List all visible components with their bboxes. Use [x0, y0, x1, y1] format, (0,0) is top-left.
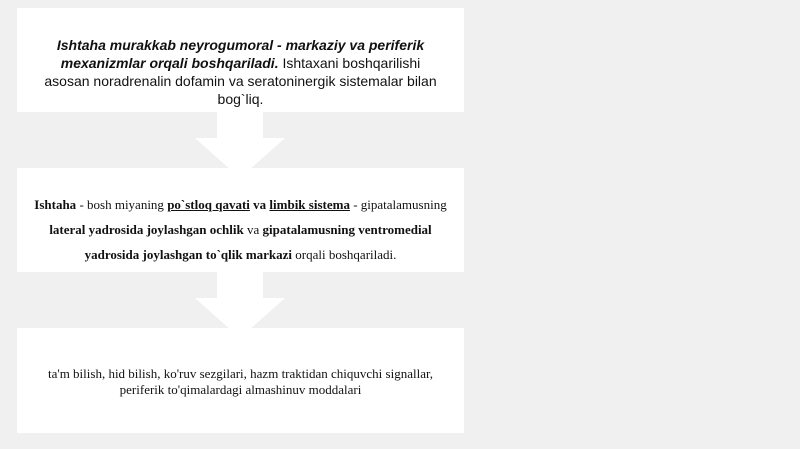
box2-connector: va [249, 197, 270, 212]
box2-text: - bosh miyaning [76, 197, 168, 212]
term-postloq-qavati: po`stloq qavati [167, 197, 250, 212]
box1-bold-italic-text: Ishtaha murakkab neyrogumoral - markaziy va periferik mexanizmlar orqali boshqariladi. [56, 37, 425, 71]
term-toqlik-markazi: to`qlik markazi [202, 247, 293, 262]
box2-text: orqali boshqariladi. [292, 247, 397, 262]
box2-text: - gipatalamusning [349, 197, 447, 212]
box1-normal-text: Ishtaxani boshqarilishi asosan noradrenalin dofamin va seratoninergik sistemalar bilan bog`liq. [44, 55, 437, 107]
term-lateral-yadro: lateral yadrosida joylashgan ochlik [49, 222, 244, 237]
term-limbik-sistema: limbik sistema [269, 197, 350, 212]
term-ventromedial-yadro: gipatalamusning ventromedial yadrosida joylashgan [84, 222, 432, 262]
brain-centers-box [17, 168, 464, 272]
peripheral-signals-box [17, 328, 464, 433]
term-ishtaha: Ishtaha [34, 197, 77, 212]
box2-connector: va [243, 222, 263, 237]
box3-line-2: periferik to'qimalardagi almashinuv moddalari [119, 382, 362, 397]
appetite-regulation-box [17, 8, 464, 112]
box3-line-1: ta'm bilish, hid bilish, ko'ruv sezgilari, hazm traktidan chiquvchi signallar, [47, 366, 434, 381]
